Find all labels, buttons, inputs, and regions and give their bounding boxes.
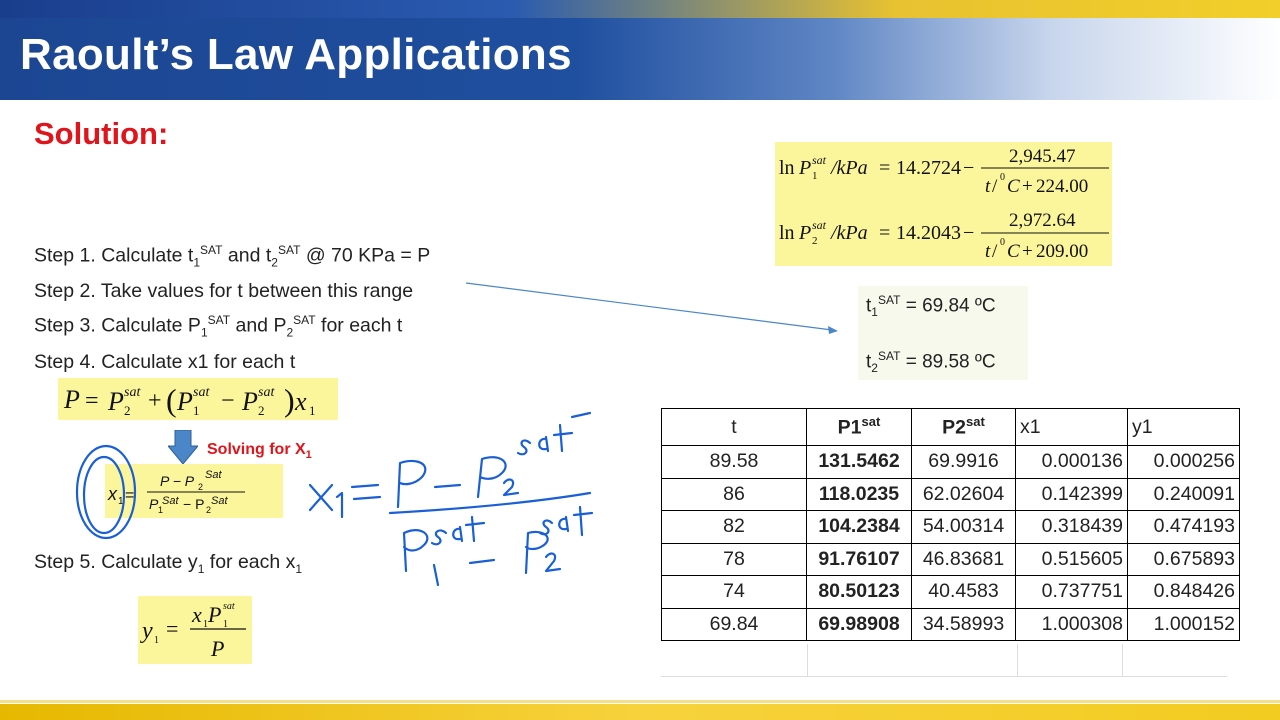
cell-p2: 46.83681 — [912, 543, 1016, 576]
svg-text:2: 2 — [124, 403, 131, 418]
svg-text:−: − — [221, 388, 235, 414]
svg-text:x: x — [295, 387, 307, 416]
cell-t: 78 — [662, 543, 807, 576]
svg-text:2: 2 — [206, 505, 212, 515]
svg-text:Sat: Sat — [162, 495, 179, 507]
cell-p1: 131.5462 — [807, 446, 912, 479]
y1-formula — [138, 596, 252, 664]
cell-p1: 80.50123 — [807, 576, 912, 609]
svg-text:P: P — [149, 496, 159, 512]
svg-text:P: P — [208, 602, 222, 627]
svg-text:P: P — [177, 387, 193, 416]
svg-text:/kPa: /kPa — [831, 222, 868, 244]
cell-y1: 0.240091 — [1128, 478, 1240, 511]
svg-text:P: P — [64, 385, 80, 414]
svg-text:+: + — [1022, 176, 1033, 197]
svg-text:2,945.47: 2,945.47 — [1009, 146, 1076, 167]
cell-p2: 69.9916 — [912, 446, 1016, 479]
svg-text:224.00: 224.00 — [1036, 176, 1089, 197]
svg-text:P: P — [242, 387, 258, 416]
svg-text:/kPa: /kPa — [831, 157, 868, 179]
svg-text:=: = — [879, 222, 891, 244]
cell-x1: 0.737751 — [1016, 576, 1128, 609]
svg-text:ln: ln — [779, 157, 795, 179]
svg-text:sat: sat — [258, 385, 275, 400]
svg-text:(: ( — [166, 382, 177, 418]
svg-text:Sat: Sat — [211, 495, 228, 507]
svg-text:0: 0 — [1000, 237, 1005, 248]
svg-text:=: = — [879, 157, 891, 179]
solution-heading: Solution: — [34, 116, 169, 151]
svg-text:ln: ln — [779, 222, 795, 244]
svg-text:2: 2 — [812, 235, 818, 247]
solving-for-label: Solving for $X_1$ — [207, 441, 312, 462]
svg-text:2,972.64: 2,972.64 — [1009, 210, 1076, 231]
cell-p2: 54.00314 — [912, 511, 1016, 544]
svg-text:1: 1 — [309, 403, 316, 418]
step-3: Step 3. Calculate $P_1^{SAT}$ and $P_2^{SAT}$ for each t — [34, 313, 403, 340]
svg-text:1: 1 — [193, 403, 200, 418]
header-y1: y1 — [1128, 409, 1240, 446]
svg-text:+: + — [148, 388, 162, 414]
svg-text:−: − — [963, 222, 975, 244]
results-table — [661, 408, 1240, 641]
svg-text:t: t — [985, 241, 991, 262]
cell-p1: 118.0235 — [807, 478, 912, 511]
svg-text:P: P — [108, 387, 124, 416]
header-p1: $P1^{sat}$ — [807, 409, 912, 446]
bottom-accent-line — [0, 700, 1280, 703]
tsat-results-box — [858, 286, 1028, 380]
svg-text:y: y — [142, 618, 153, 644]
cell-p2: 34.58993 — [912, 608, 1016, 641]
step-5: Step 5. Calculate $y_1$ for each $x_1$ — [34, 551, 303, 576]
table-row — [662, 446, 1240, 479]
cell-t: 82 — [662, 511, 807, 544]
svg-text:1: 1 — [158, 505, 164, 515]
svg-text:P: P — [799, 157, 812, 179]
cell-t: 86 — [662, 478, 807, 511]
svg-text:t: t — [985, 176, 991, 197]
svg-text:0: 0 — [1000, 172, 1005, 183]
cell-t: 89.58 — [662, 446, 807, 479]
svg-text:14.2724: 14.2724 — [896, 157, 961, 179]
cell-p1: 69.98908 — [807, 608, 912, 641]
cell-y1: 0.474193 — [1128, 511, 1240, 544]
svg-text:1: 1 — [223, 619, 228, 630]
cell-x1: 0.318439 — [1016, 511, 1128, 544]
pointer-arrow-icon — [460, 278, 845, 338]
cell-p1: 104.2384 — [807, 511, 912, 544]
svg-text:C: C — [1007, 241, 1020, 262]
step-4: Step 4. Calculate x1 for each t — [34, 350, 296, 373]
cell-y1: 1.000152 — [1128, 608, 1240, 641]
svg-text:/: / — [992, 241, 998, 262]
cell-t: 74 — [662, 576, 807, 609]
cell-y1: 0.675893 — [1128, 543, 1240, 576]
svg-text:/: / — [992, 176, 998, 197]
top-accent-bar — [0, 0, 1280, 18]
svg-text:=: = — [166, 616, 179, 641]
svg-text:x: x — [192, 602, 202, 627]
table-row — [662, 576, 1240, 609]
svg-text:Sat: Sat — [205, 469, 222, 481]
cell-p2: 40.4583 — [912, 576, 1016, 609]
cell-t: 69.84 — [662, 608, 807, 641]
t1-sat-value: $t_1^{SAT} = 69.84$ ºC — [866, 293, 996, 320]
cell-y1: 0.848426 — [1128, 576, 1240, 609]
svg-text:sat: sat — [812, 218, 827, 232]
cell-x1: 0.000136 — [1016, 446, 1128, 479]
antoine-equations — [775, 142, 1112, 266]
svg-text:P: P — [211, 636, 225, 661]
svg-text:− P: − P — [183, 496, 205, 512]
svg-text:2: 2 — [258, 403, 265, 418]
header-p2: $P2^{sat}$ — [912, 409, 1016, 446]
svg-text:sat: sat — [223, 601, 235, 612]
svg-text:sat: sat — [193, 385, 210, 400]
handwritten-circle — [77, 446, 135, 538]
svg-text:2: 2 — [198, 482, 204, 492]
svg-text:1: 1 — [118, 496, 124, 507]
cell-p2: 62.02604 — [912, 478, 1016, 511]
cell-x1: 0.142399 — [1016, 478, 1128, 511]
svg-text:P: P — [799, 222, 812, 244]
cell-x1: 0.515605 — [1016, 543, 1128, 576]
t2-sat-value: $t_2^{SAT} = 89.58$ ºC — [866, 349, 996, 376]
step-1: Step 1. Calculate $t_1^{SAT}$ and $t_2^{SAT}$ @ 70 KPa = P — [34, 243, 431, 270]
header-t: t — [662, 409, 807, 446]
slide-title: Raoult’s Law Applications — [20, 30, 572, 79]
cell-x1: 1.000308 — [1016, 608, 1128, 641]
handwritten-annotation — [60, 395, 620, 595]
table-header-row — [662, 409, 1240, 446]
svg-text:14.2043: 14.2043 — [896, 222, 961, 244]
cell-p1: 91.76107 — [807, 543, 912, 576]
table-row — [662, 511, 1240, 544]
svg-text:=: = — [85, 388, 99, 414]
header-x1: x1 — [1016, 409, 1128, 446]
svg-text:C: C — [1007, 176, 1020, 197]
svg-text:1: 1 — [203, 619, 208, 630]
svg-text:+: + — [1022, 241, 1033, 262]
svg-text:P − P: P − P — [160, 473, 195, 489]
svg-text:sat: sat — [124, 385, 141, 400]
empty-table-row — [661, 644, 1227, 677]
svg-text:sat: sat — [812, 153, 827, 167]
svg-text:209.00: 209.00 — [1036, 241, 1089, 262]
antoine-equations-box — [775, 142, 1112, 266]
svg-text:=: = — [125, 487, 135, 504]
step-2: Step 2. Take values for t between this range — [34, 280, 414, 303]
svg-text:−: − — [963, 157, 975, 179]
table-row — [662, 543, 1240, 576]
svg-text:): ) — [284, 382, 295, 418]
svg-text:x: x — [108, 484, 117, 504]
y1-formula-box — [138, 596, 252, 664]
steps-list — [34, 236, 430, 377]
svg-text:1: 1 — [812, 170, 818, 182]
bottom-accent-bar — [0, 704, 1280, 720]
cell-y1: 0.000256 — [1128, 446, 1240, 479]
svg-text:1: 1 — [154, 635, 159, 646]
table-row — [662, 608, 1240, 641]
table-row — [662, 478, 1240, 511]
